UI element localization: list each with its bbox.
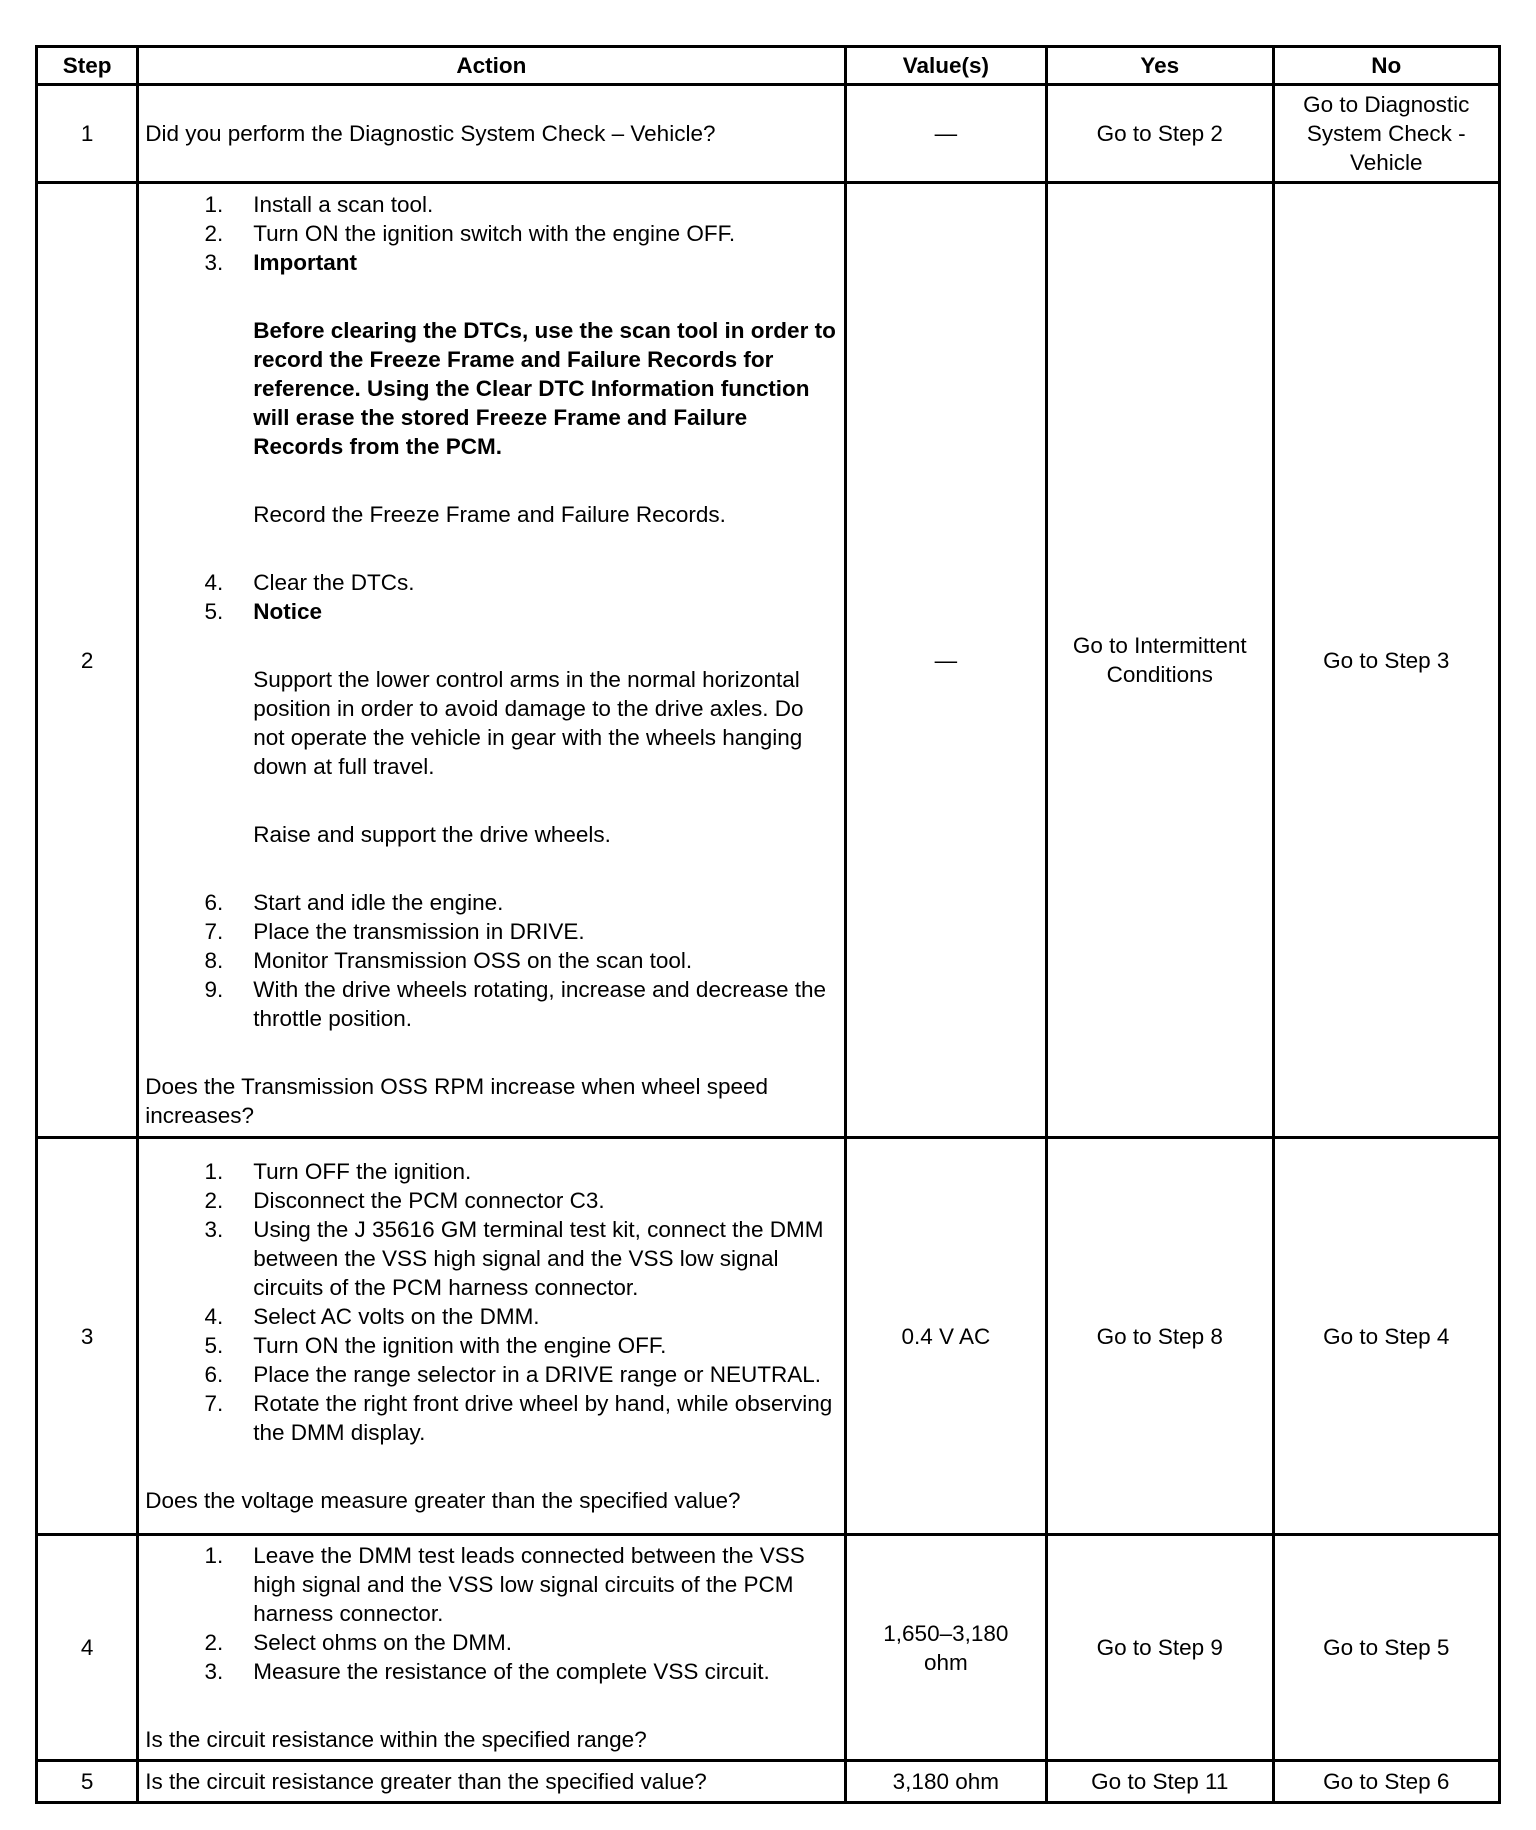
step-question: Is the circuit resistance greater than the specified value? bbox=[145, 1769, 707, 1794]
list-item: 2. Select ohms on the DMM. bbox=[204, 1630, 513, 1655]
instruction-list bbox=[145, 1157, 837, 1515]
list-item: 3. Important bbox=[204, 250, 357, 275]
list-item: 6. Start and idle the engine. bbox=[204, 890, 504, 915]
raise-text: Raise and support the drive wheels. bbox=[253, 822, 611, 847]
list-item: 1. Install a scan tool. bbox=[204, 192, 434, 217]
list-item: 1. Leave the DMM test leads connected between the VSS high signal and the VSS low signal circuits of the PCM harness connector. bbox=[204, 1543, 805, 1626]
action-cell bbox=[138, 1535, 845, 1761]
value-cell: — bbox=[845, 183, 1046, 1138]
step-row-3 bbox=[37, 1138, 1500, 1535]
diagnostic-table bbox=[35, 45, 1501, 1804]
list-item: 5. Turn ON the ignition with the engine OFF. bbox=[204, 1333, 667, 1358]
list-item: 4. Select AC volts on the DMM. bbox=[204, 1304, 540, 1329]
step-row-1 bbox=[37, 85, 1500, 183]
yes-cell: Go to Step 9 bbox=[1047, 1535, 1273, 1761]
list-item: 5. Notice bbox=[204, 599, 322, 624]
list-item: 2. Turn ON the ignition switch with the engine OFF. bbox=[204, 221, 736, 246]
header-action: Action bbox=[138, 47, 845, 85]
list-item: 6. Place the range selector in a DRIVE range or NEUTRAL. bbox=[204, 1362, 821, 1387]
list-item: 1. Turn OFF the ignition. bbox=[204, 1159, 472, 1184]
no-cell: Go to Step 5 bbox=[1273, 1535, 1500, 1761]
action-cell bbox=[138, 183, 845, 1138]
step-row-2 bbox=[37, 183, 1500, 1138]
step-question: Does the voltage measure greater than the specified value? bbox=[145, 1488, 741, 1513]
instruction-list bbox=[145, 190, 837, 1130]
header-step: Step bbox=[37, 47, 138, 85]
header-yes: Yes bbox=[1047, 47, 1273, 85]
list-item: 7. Rotate the right front drive wheel by hand, while observing the DMM display. bbox=[204, 1391, 833, 1445]
list-item: 9. With the drive wheels rotating, increase and decrease the throttle position. bbox=[204, 977, 827, 1031]
list-item: 4. Clear the DTCs. bbox=[204, 570, 415, 595]
action-cell bbox=[138, 1138, 845, 1535]
step-row-5 bbox=[37, 1761, 1500, 1803]
yes-cell: Go to Step 2 bbox=[1047, 85, 1273, 183]
no-cell: Go to Step 3 bbox=[1273, 183, 1500, 1138]
value-cell: 1,650–3,180 ohm bbox=[845, 1535, 1046, 1761]
action-cell bbox=[138, 1761, 845, 1803]
no-cell: Go to Step 6 bbox=[1273, 1761, 1500, 1803]
step-number: 3 bbox=[37, 1138, 138, 1535]
step-question: Is the circuit resistance within the specified range? bbox=[145, 1727, 647, 1752]
list-item: 2. Disconnect the PCM connector C3. bbox=[204, 1188, 605, 1213]
step-number: 5 bbox=[37, 1761, 138, 1803]
list-item: 3. Using the J 35616 GM terminal test kit, connect the DMM between the VSS high signal and the VSS low signal circuits of the PCM harness connector. bbox=[204, 1217, 824, 1300]
action-cell bbox=[138, 85, 845, 183]
yes-cell: Go to Intermittent Conditions bbox=[1047, 183, 1273, 1138]
step-number: 1 bbox=[37, 85, 138, 183]
list-item: 7. Place the transmission in DRIVE. bbox=[204, 919, 585, 944]
instruction-list bbox=[145, 1541, 837, 1754]
header-no: No bbox=[1273, 47, 1500, 85]
value-cell: 3,180 ohm bbox=[845, 1761, 1046, 1803]
step-number: 4 bbox=[37, 1535, 138, 1761]
value-cell: — bbox=[845, 85, 1046, 183]
yes-cell: Go to Step 8 bbox=[1047, 1138, 1273, 1535]
record-text: Record the Freeze Frame and Failure Records. bbox=[253, 502, 726, 527]
notice-text: Support the lower control arms in the normal horizontal position in order to avoid damage to the drive axles. Do not operate the vehicle in gear with the wheels hanging down at full travel. bbox=[253, 667, 804, 779]
value-cell: 0.4 V AC bbox=[845, 1138, 1046, 1535]
step-question: Did you perform the Diagnostic System Check – Vehicle? bbox=[145, 121, 716, 146]
no-cell: Go to Diagnostic System Check - Vehicle bbox=[1273, 85, 1500, 183]
no-cell: Go to Step 4 bbox=[1273, 1138, 1500, 1535]
yes-cell: Go to Step 11 bbox=[1047, 1761, 1273, 1803]
step-row-4 bbox=[37, 1535, 1500, 1761]
step-number: 2 bbox=[37, 183, 138, 1138]
list-item: 3. Measure the resistance of the complete VSS circuit. bbox=[204, 1659, 770, 1684]
header-row bbox=[37, 47, 1500, 85]
header-values: Value(s) bbox=[845, 47, 1046, 85]
list-item: 8. Monitor Transmission OSS on the scan tool. bbox=[204, 948, 693, 973]
step-question: Does the Transmission OSS RPM increase when wheel speed increases? bbox=[145, 1074, 768, 1128]
important-text: Before clearing the DTCs, use the scan tool in order to record the Freeze Frame and Failure Records for reference. Using the Clear DTC Information function will erase the stored Freeze Frame and Failure Records from the PCM. bbox=[253, 318, 836, 459]
